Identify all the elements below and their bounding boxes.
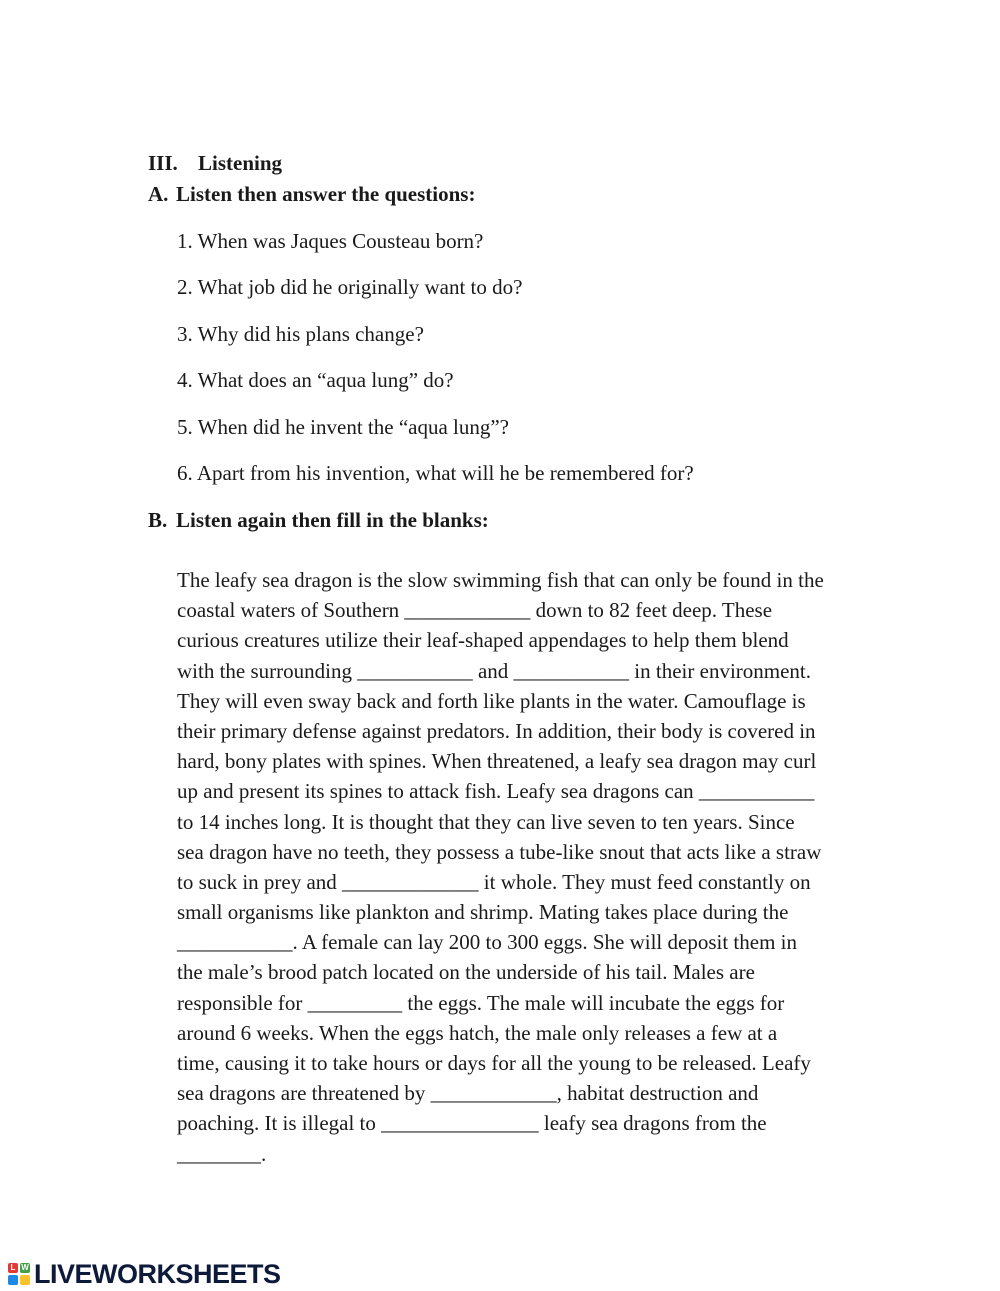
part-b-heading <box>148 507 489 533</box>
passage-line: their primary defense against predators. In addition, their body is covered in <box>177 718 816 743</box>
passage-line: curious creatures utilize their leaf-shaped appendages to help them blend <box>177 628 789 653</box>
passage-line: responsible for _________ the eggs. The male will incubate the eggs for <box>177 990 785 1015</box>
passage-line: hard, bony plates with spines. When threatened, a leafy sea dragon may curl <box>177 749 817 774</box>
part-a-letter: A. <box>148 182 169 206</box>
passage-line: The leafy sea dragon is the slow swimming fish that can only be found in the <box>177 568 824 592</box>
passage-line: the male’s brood patch located on the underside of his tail. Males are <box>177 960 755 985</box>
passage-line: sea dragons are threatened by ____________, habitat destruction and <box>177 1081 759 1106</box>
section-title: Listening <box>198 151 283 175</box>
passage-line: ________. <box>177 1141 267 1166</box>
logo-text: LIVEWORKSHEETS <box>34 1258 281 1289</box>
logo-icon <box>8 1263 30 1285</box>
logo-tile-yellow <box>20 1275 30 1285</box>
passage-line: poaching. It is illegal to _______________ leafy sea dragons from the <box>177 1111 767 1136</box>
passage-line: small organisms like plankton and shrimp. Mating takes place during the <box>177 900 789 925</box>
part-b-letter: B. <box>148 508 168 532</box>
logo-tile-blue <box>8 1275 18 1285</box>
passage-line: They will even sway back and forth like plants in the water. Camouflage is <box>177 688 806 713</box>
passage-line: sea dragon have no teeth, they possess a tube-like snout that acts like a straw <box>177 839 822 864</box>
passage-line: to suck in prey and _____________ it whole. They must feed constantly on <box>177 869 811 894</box>
passage-line: with the surrounding ___________ and ___________ in their environment. <box>177 658 812 683</box>
part-a-title: Listen then answer the questions: <box>176 182 476 206</box>
passage-line: around 6 weeks. When the eggs hatch, the male only releases a few at a <box>177 1020 778 1045</box>
question-4: 4. What does an “aqua lung” do? <box>177 368 454 392</box>
logo-tile-red: L <box>8 1263 18 1273</box>
fill-in-passage <box>177 565 897 1169</box>
question-6: 6. Apart from his invention, what will he be remembered for? <box>177 461 694 485</box>
part-a-heading <box>148 181 475 207</box>
passage-line: to 14 inches long. It is thought that they can live seven to ten years. Since <box>177 809 795 834</box>
passage-line: ___________. A female can lay 200 to 300 eggs. She will deposit them in <box>177 930 798 955</box>
passage-line: coastal waters of Southern ____________ down to 82 feet deep. These <box>177 598 773 623</box>
section-heading-listening <box>148 150 282 176</box>
question-2: 2. What job did he originally want to do? <box>177 275 523 299</box>
logo-tile-green: W <box>21 1263 29 1272</box>
passage-line: time, causing it to take hours or days for all the young to be released. Leafy <box>177 1051 811 1075</box>
section-number: III. <box>148 151 178 175</box>
question-3: 3. Why did his plans change? <box>177 322 424 346</box>
question-5: 5. When did he invent the “aqua lung”? <box>177 415 510 439</box>
liveworksheets-logo[interactable] <box>8 1259 281 1289</box>
part-b-title: Listen again then fill in the blanks: <box>176 508 489 532</box>
question-1: 1. When was Jaques Cousteau born? <box>177 229 484 253</box>
passage-line: up and present its spines to attack fish. Leafy sea dragons can ___________ <box>177 779 815 804</box>
